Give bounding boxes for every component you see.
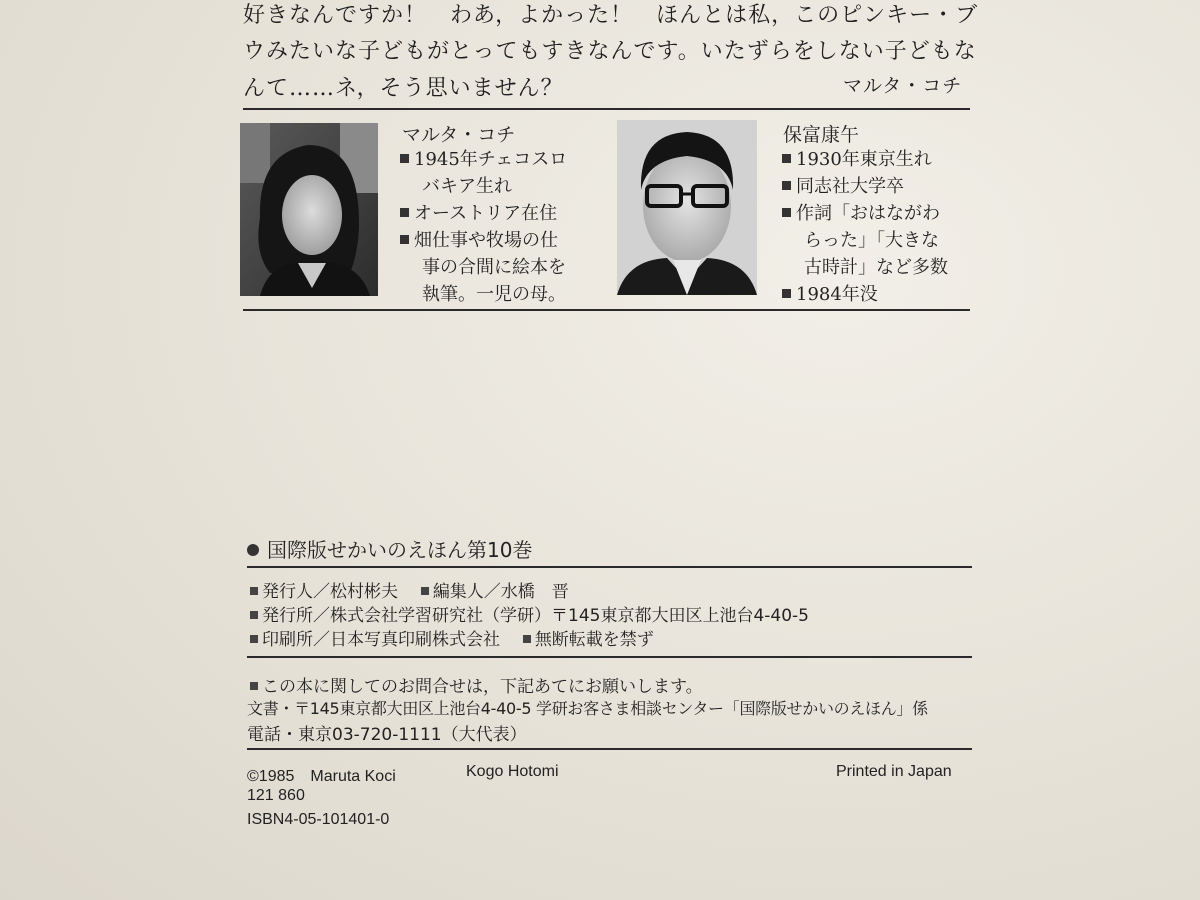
intro-line-1: 好きなんですか！ わあ，よかった！ ほんとは私，このピンキー・ブ: [243, 3, 979, 28]
bullet-square-icon: [782, 154, 791, 163]
inquiry-note: この本に関してのお問合せは，下記あてにお願いします。: [250, 672, 703, 697]
intro-line-3: んて……ネ，そう思いません？: [243, 76, 564, 101]
bio-item: バキア生れ: [422, 176, 512, 197]
author-photo-hotomi: [617, 120, 757, 295]
bio-item: 事の合間に絵本を: [422, 257, 566, 278]
bio-item: 1984年没: [782, 281, 948, 308]
bullet-square-icon: [782, 181, 791, 190]
bullet-square-icon: [782, 208, 791, 217]
bullet-square-icon: [250, 611, 258, 619]
bullet-square-icon: [250, 682, 258, 690]
author-bio-koci: [400, 146, 567, 308]
divider-authors: [243, 309, 970, 311]
bio-item: 同志社大学卒: [782, 173, 948, 200]
credit-line-publishing-house: 発行所／株式会社学習研究社（学研）〒145東京都大田区上池台4-40-5: [250, 601, 809, 626]
bio-item: 執筆。一児の母。: [422, 284, 566, 305]
intro-signature: マルタ・コチ: [843, 75, 963, 97]
credit-line-publisher: 発行人／松村彬夫 編集人／水橋 晋: [250, 577, 569, 602]
bullet-square-icon: [421, 587, 429, 595]
co-author-romanized: Kogo Hotomi: [466, 763, 559, 780]
bullet-square-icon: [400, 235, 409, 244]
divider-series: [247, 566, 972, 568]
isbn: ISBN4-05-101401-0: [247, 811, 390, 828]
bio-item: 1930年東京生れ: [782, 146, 948, 173]
bullet-square-icon: [400, 208, 409, 217]
author-bio-hotomi: [782, 146, 948, 308]
book-code: 121 860: [247, 787, 305, 804]
inquiry-address: 文書・〒145東京都大田区上池台4-40-5 学研お客さま相談センター「国際版せかいのえほん」係: [247, 699, 928, 718]
bullet-square-icon: [400, 154, 409, 163]
inquiry-phone: 電話・東京03-720-1111（大代表）: [247, 725, 527, 745]
author-photo-koci: [240, 123, 378, 296]
bullet-square-icon: [250, 635, 258, 643]
bullet-dot-icon: [247, 544, 259, 556]
bullet-square-icon: [250, 587, 258, 595]
credit-line-printer: 印刷所／日本写真印刷株式会社 無断転載を禁ず: [250, 625, 654, 650]
bullet-square-icon: [782, 289, 791, 298]
bio-item: 古時計」など多数: [804, 257, 948, 278]
author-name-hotomi: 保富康午: [783, 124, 860, 146]
bio-item: 1945年チェコスロ: [400, 146, 567, 173]
copyright: ©1985 Maruta Koci: [247, 768, 396, 785]
divider-footer: [247, 748, 972, 750]
bio-item: 作詞「おはながわ: [782, 200, 948, 227]
intro-line-2: ウみたいな子どもがとってもすきなんです。いたずらをしない子どもな: [243, 39, 977, 64]
printed-in: Printed in Japan: [836, 763, 952, 780]
bio-item: オーストリア在住: [400, 200, 567, 227]
bullet-square-icon: [523, 635, 531, 643]
series-title: 国際版せかいのえほん第10巻: [247, 534, 532, 563]
divider-top: [243, 108, 970, 110]
divider-credits: [247, 656, 972, 658]
bio-item: 畑仕事や牧場の仕: [400, 227, 567, 254]
author-name-koci: マルタ・コチ: [402, 124, 516, 146]
bio-item: らった」「大きな: [804, 230, 939, 251]
